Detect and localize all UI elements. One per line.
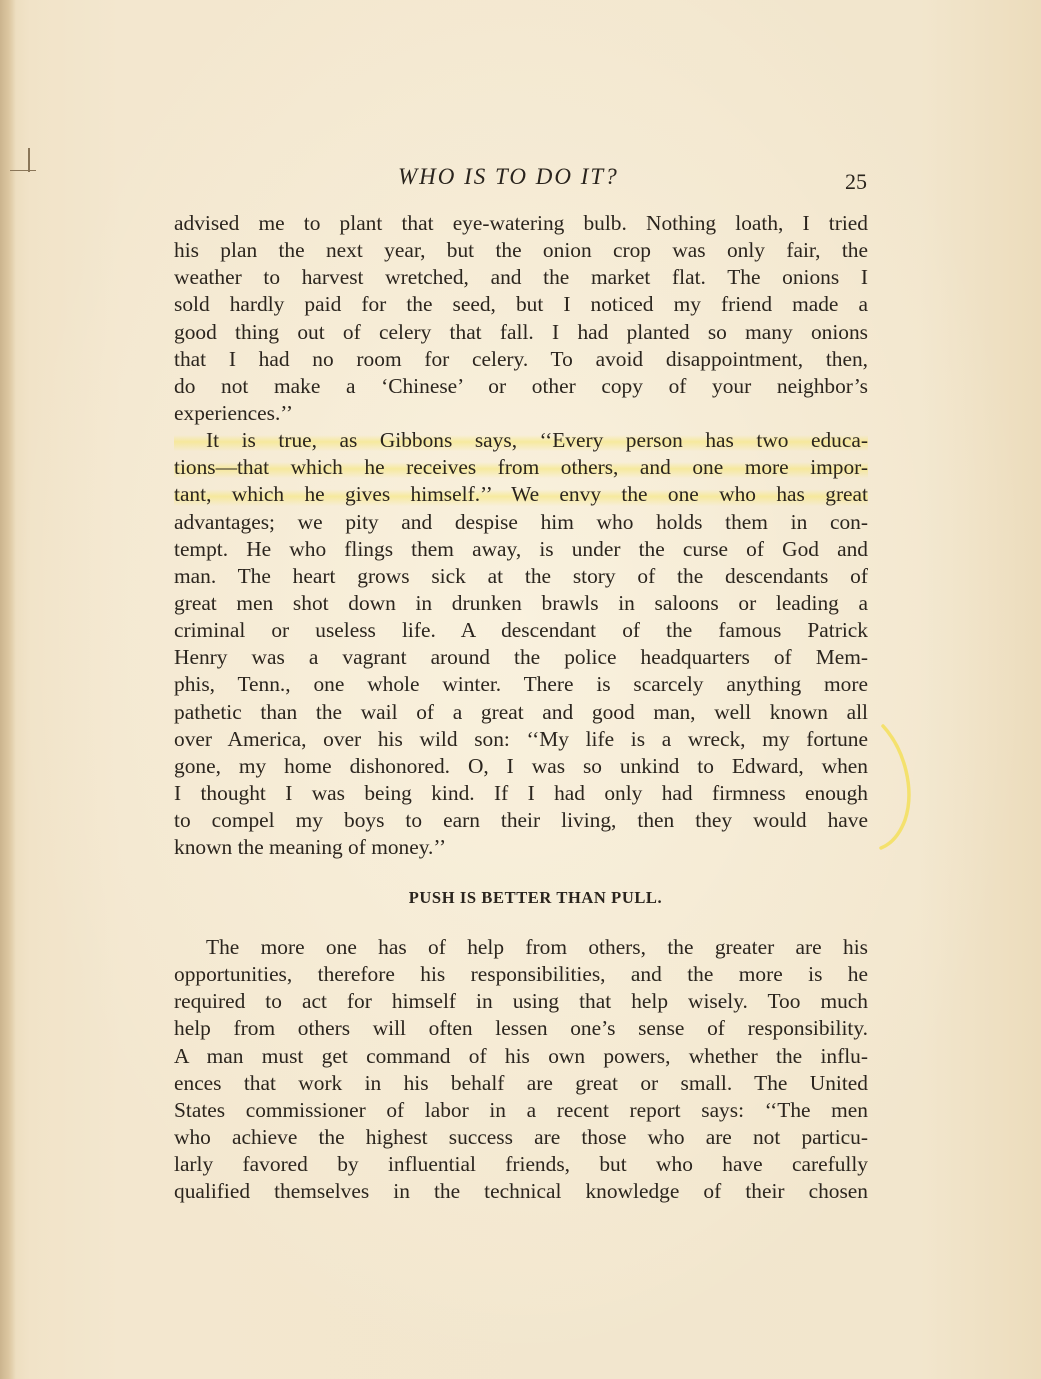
body-text-top [174, 210, 868, 861]
page-number: 25 [845, 169, 867, 194]
text-line: help from others will often lessen one’s sense of responsibility. [174, 1016, 868, 1041]
text-line: A man must get command of his own powers, whether the influ- [174, 1043, 868, 1068]
text-line: known the meaning of money.’’ [174, 835, 447, 860]
text-line: that I had no room for celery. To avoid disappointment, then, [174, 346, 868, 371]
text-line: weather to harvest wretched, and the market flat. The onions I [174, 265, 868, 290]
text-line: States commissioner of labor in a recent report says: ‘‘The men [174, 1097, 868, 1122]
text-line: phis, Tenn., one whole winter. There is scarcely anything more [174, 672, 868, 697]
text-line: do not make a ‘Chinese’ or other copy of your neighbor’s [174, 373, 868, 398]
text-line: ences that work in his behalf are great or small. The United [174, 1070, 868, 1095]
highlighted-text-line: tions—that which he receives from others, and one more impor- [174, 454, 868, 481]
text-line: sold hardly paid for the seed, but I noticed my friend made a [174, 292, 868, 317]
text-line: opportunities, therefore his responsibilities, and the more is he [174, 962, 868, 987]
text-line: tempt. He who flings them away, is under the curse of God and [174, 536, 868, 561]
text-line: pathetic than the wail of a great and good man, well known all [174, 699, 868, 724]
text-line: man. The heart grows sick at the story of the descendants of [174, 563, 868, 588]
body-text-bottom [174, 934, 868, 1205]
highlighted-text-line: It is true, as Gibbons says, ‘‘Every person has two educa- [174, 427, 868, 454]
text-line: gone, my home dishonored. O, I was so unkind to Edward, when [174, 753, 868, 778]
highlighted-text-line: tant, which he gives himself.’’ We envy the one who has great [174, 481, 868, 508]
text-line: required to act for himself in using that help wisely. Too much [174, 989, 868, 1014]
text-line: I thought I was being kind. If I had only had firmness enough [174, 780, 868, 805]
text-line: Henry was a vagrant around the police headquarters of Mem- [174, 645, 868, 670]
running-head-title: WHO IS TO DO IT? [398, 164, 619, 189]
text-line: over America, over his wild son: ‘‘My life is a wreck, my fortune [174, 726, 868, 751]
text-line: qualified themselves in the technical knowledge of their chosen [174, 1179, 868, 1204]
text-line: who achieve the highest success are those who are not particu- [174, 1124, 868, 1149]
text-line: criminal or useless life. A descendant of the famous Patrick [174, 618, 868, 643]
text-line: advised me to plant that eye-watering bulb. Nothing loath, I tried [174, 211, 868, 235]
text-line: larly favored by influential friends, but who have carefully [174, 1152, 868, 1177]
text-line: to compel my boys to earn their living, then they would have [174, 808, 868, 833]
section-heading: PUSH IS BETTER THAN PULL. [408, 888, 663, 907]
text-line: good thing out of celery that fall. I had planted so many onions [174, 319, 868, 344]
text-line: advantages; we pity and despise him who holds them in con- [174, 509, 868, 534]
text-line: his plan the next year, but the onion crop was only fair, the [174, 238, 868, 263]
margin-highlighter-bracket [875, 720, 919, 850]
text-line: The more one has of help from others, the greater are his [206, 935, 868, 959]
page-gutter [0, 0, 16, 1379]
text-line: experiences.’’ [174, 400, 293, 425]
running-head [0, 164, 1041, 194]
text-line: great men shot down in drunken brawls in saloons or leading a [174, 590, 868, 615]
